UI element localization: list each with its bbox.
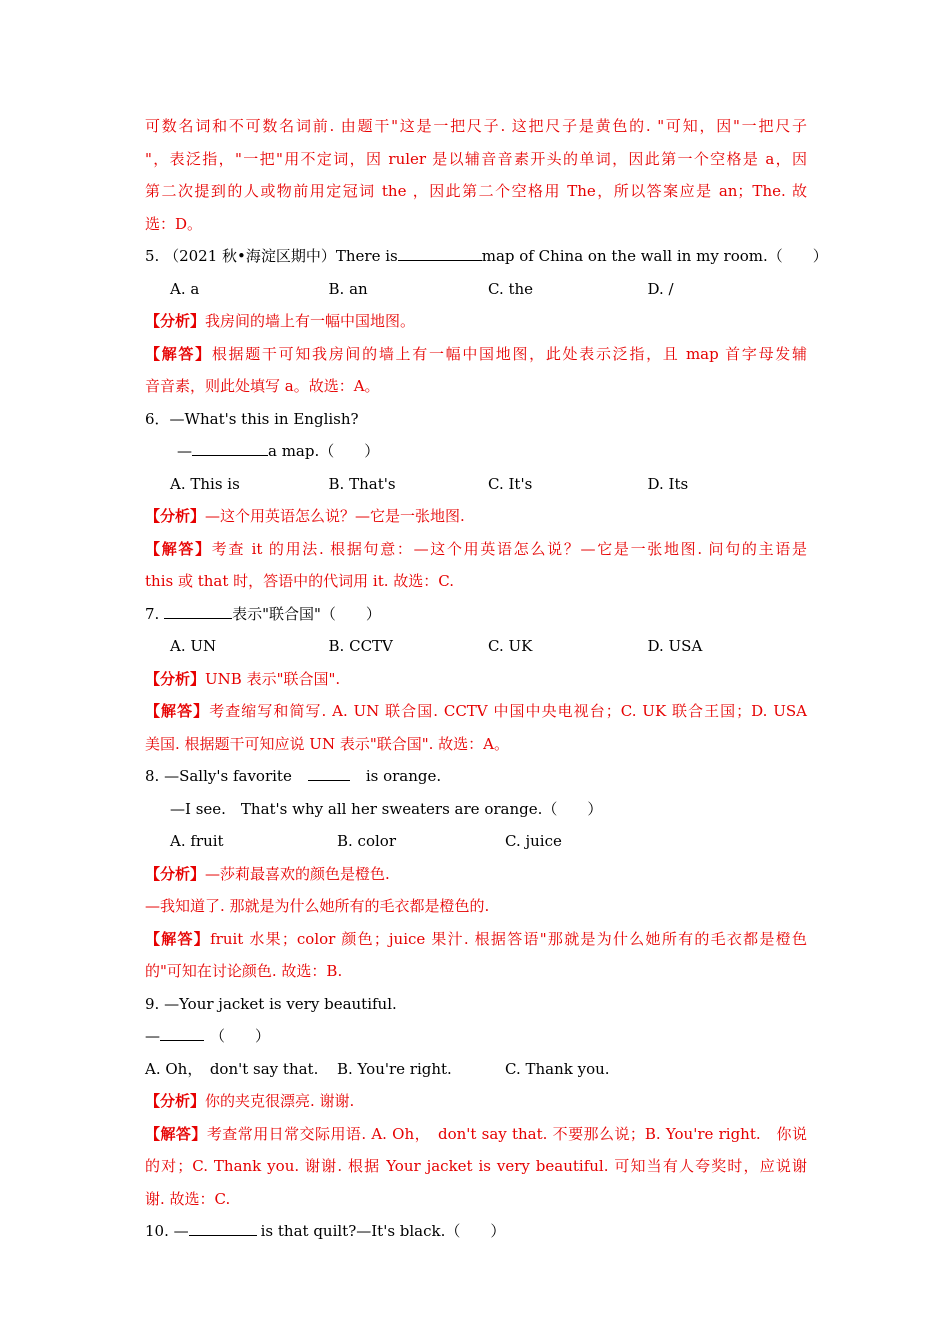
question-7-analysis [145,663,807,696]
question-6-reply [145,435,807,468]
question-6-option-a: A. This is [170,474,240,493]
document-content [145,110,828,1248]
analysis-tag: 【分析】 [145,1092,206,1110]
question-7-option-c: C. UK [488,637,533,655]
question-9-answer-text-1: 考查常用日常交际用语. A. Oh， don't say that. 不要那么说；B. You're right. 你说 [206,1124,807,1143]
question-6-reply-suffix: a map.（ ） [268,442,380,460]
question-5-suffix: map of China on the wall in my room.（ ） [481,247,828,265]
question-8-analysis-line-2: —我知道了. 那就是为什么她所有的毛衣都是橙色的. [145,897,490,915]
question-5-blank [398,243,482,261]
answer-continuation-line-1: 可数名词和不可数名词前. 由题干"这是一把尺子. 这把尺子是黄色的. "可知，因"一把尺子 [145,117,807,135]
question-8-answer-text-1: fruit 水果；color 颜色；juice 果汁. 根据答语"那就是为什么她所有的毛衣都是橙色 [210,929,807,948]
analysis-tag: 【分析】 [145,669,206,688]
question-9-analysis [145,1085,807,1118]
question-8-option-a: A. fruit [170,832,224,850]
answer-tag: 【解答】 [145,539,212,558]
question-10-prefix: 10. — [145,1222,189,1240]
question-8-stem [145,760,807,793]
question-8-line-2: —I see. That's why all her sweaters are orange.（ ） [170,799,603,818]
question-7-suffix: 表示"联合国"（ ） [232,604,381,623]
question-9-answer-line-1 [145,1118,807,1151]
question-7-stem [145,598,807,631]
answer-continuation-line-4: 选：D。 [145,214,203,233]
analysis-tag: 【分析】 [145,312,206,330]
question-6-option-c: C. It's [488,474,533,493]
question-9-answer-line-3: 谢. 故选：C. [145,1189,231,1208]
question-7-prefix: 7. [145,604,165,623]
question-5-prefix: 5. （2021 秋•海淀区期中）There is [145,247,398,265]
answer-tag: 【解答】 [145,1124,207,1143]
answer-continuation-line-2: "，表泛指，"一把"用不定词，因 ruler 是以辅音音素开头的单词，因此第一个空格是 a，因 [145,149,807,168]
question-8-analysis [145,858,807,891]
question-10-blank [189,1218,257,1236]
question-8-suffix: is orange. [365,767,442,785]
question-7-answer-line-1 [145,695,807,728]
question-9-option-c: C. Thank you. [505,1059,610,1078]
question-6-reply-prefix: — [177,442,192,460]
question-7-option-a: A. UN [170,637,217,655]
question-8-analysis-text: —莎莉最喜欢的颜色是橙色. [205,864,390,883]
question-6-option-b: B. That's [328,474,396,493]
answer-tag: 【解答】 [145,702,210,720]
question-6-answer-line-2: this 或 that 时，答语中的代词用 it. 故选：C. [145,572,454,590]
question-6-stem: 6．—What's this in English? [145,409,359,428]
question-5-analysis [145,305,807,338]
question-6-option-d: D. Its [647,474,689,493]
question-7-option-b: B. CCTV [328,637,393,655]
question-7-blank [164,601,232,619]
question-7-answer-line-2: 美国. 根据题干可知应说 UN 表示"联合国". 故选：A。 [145,734,510,753]
question-7-answer-text-1: 考查缩写和简写. A. UN 联合国. CCTV 中国中央电视台；C. UK 联合王国；D. USA [209,702,807,720]
question-7-options [145,630,807,663]
question-5-answer-line-2: 音音素，则此处填写 a。故选：A。 [145,377,380,395]
question-9-blank [160,1023,204,1041]
question-5-option-d: D. / [647,279,674,298]
question-9-option-b: B. You're right. [337,1059,452,1078]
question-9-reply-prefix: — [145,1027,160,1045]
question-8-options [145,825,807,858]
question-6-answer-text-1: 考查 it 的用法. 根据句意：—这个用英语怎么说？—它是一张地图. 问句的主语是 [211,539,807,558]
analysis-tag: 【分析】 [145,864,206,883]
question-6-blank [192,438,268,456]
question-5-answer-text-1: 根据题干可知我房间的墙上有一幅中国地图，此处表示泛指，且 map 首字母发辅 [211,344,807,363]
question-7-analysis-text: UNB 表示"联合国". [205,669,341,688]
question-8-option-c: C. juice [505,832,562,850]
question-7-option-d: D. USA [647,637,703,655]
question-10-suffix: is that quilt?—It's black.（ ） [260,1222,506,1240]
question-5-answer-line-1 [145,338,807,371]
question-9-answer-line-2: 的对；C. Thank you. 谢谢. 根据 Your jacket is very beautiful. 可知当有人夸奖时，应说谢 [145,1157,807,1175]
question-5-option-a: A. a [170,279,200,298]
question-5-analysis-text: 我房间的墙上有一幅中国地图。 [205,312,416,330]
answer-continuation-line-3: 第二次提到的人或物前用定冠词 the ，因此第二个空格用 The，所以答案应是 an；The. 故 [145,182,807,200]
question-8-prefix: 8. —Sally's favorite [145,767,292,785]
question-6-options [145,468,807,501]
question-5-option-b: B. an [328,279,368,298]
question-9-reply [145,1020,807,1053]
question-8-blank [308,763,350,781]
question-6-analysis [145,500,807,533]
question-9-analysis-text: 你的夹克很漂亮. 谢谢. [205,1092,355,1110]
question-9-options [145,1053,807,1086]
question-6-analysis-text: —这个用英语怎么说？—它是一张地图. [205,507,465,525]
analysis-tag: 【分析】 [145,507,206,525]
question-9-reply-suffix: （ ） [210,1027,271,1045]
question-6-answer-line-1 [145,533,807,566]
question-9-stem: 9. —Your jacket is very beautiful. [145,994,397,1013]
question-9-option-a: A. Oh， don't say that. [145,1059,319,1078]
question-5-options [145,273,807,306]
answer-tag: 【解答】 [145,344,212,363]
question-5-option-c: C. the [488,279,534,298]
question-8-option-b: B. color [337,832,396,850]
question-10-stem [145,1215,807,1248]
answer-tag: 【解答】 [145,929,211,948]
question-5-stem [145,240,828,273]
question-8-answer-line-2: 的"可知在讨论颜色. 故选：B. [145,962,343,980]
question-8-answer-line-1 [145,923,807,956]
